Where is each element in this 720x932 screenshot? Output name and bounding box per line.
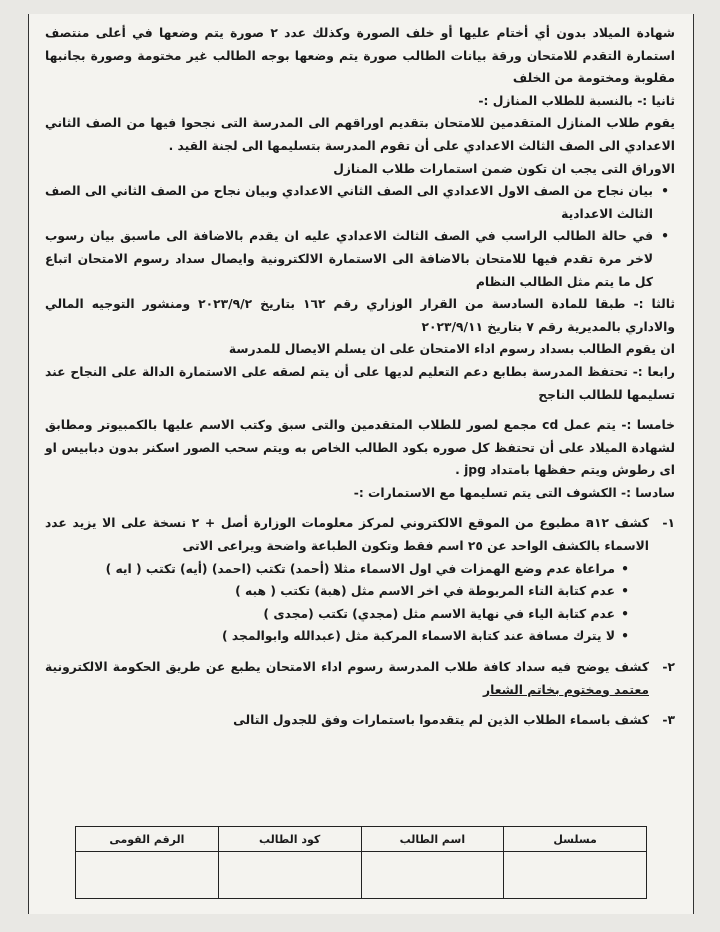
numbered-item-1	[45, 512, 675, 557]
table-header-row	[76, 827, 647, 852]
section-four-paragraph: رابعا :- تحتفظ المدرسة بطابع دعم التعليم لديها على أن يتم لصقه على الاستمارة الدالة على النجاح عند تسليمها للطالب الناجح	[45, 364, 675, 402]
students-table-wrapper	[75, 826, 647, 899]
document-page	[28, 14, 694, 914]
col-student-name: اسم الطالب	[361, 827, 504, 852]
item-text: كشف a١٢ مطبوع من الموقع الالكتروني لمركز معلومات الوزارة أصل + ٢ نسخة على الا يزيد عدد الاسماء بالكشف الواحد عن ٢٥ اسم فقط وتكون الطباعة واضحة ويراعى الاتى	[45, 516, 649, 554]
required-papers-list	[45, 180, 675, 293]
fees-paragraph: ان يقوم الطالب بسداد رسوم اداء الامتحان على ان يسلم الايصال للمدرسة	[228, 342, 675, 357]
required-papers-line: الاوراق التى يجب ان تكون ضمن استمارات طلاب المنازل	[333, 161, 675, 176]
list-item: • بيان نجاح من الصف الاول الاعدادي الى الصف الثاني الاعدادي وبيان نجاح من الصف الثاني الى الصف الثالث الاعدادية	[45, 180, 653, 225]
table-cell	[218, 852, 361, 899]
section-six-heading: سادسا :- الكشوف التى يتم تسليمها مع الاستمارات :-	[353, 485, 675, 500]
col-student-code: كود الطالب	[218, 827, 361, 852]
item-text-main: كشف يوضح فيه سداد كافة طلاب المدرسة رسوم اداء الامتحان يطبع عن طريق الحكومة الالكترونية	[45, 660, 649, 675]
table-row	[76, 852, 647, 899]
section-two-heading: ثانيا :- بالنسبة للطلاب المنازل :-	[478, 93, 675, 108]
document-body	[29, 14, 693, 732]
underlined-text: معتمد ومختوم بخاتم الشعار	[483, 682, 649, 697]
list-item: • عدم كتابة التاء المربوطة في اخر الاسم مثل (هبة) تكتب ( هبه )	[45, 580, 615, 603]
list-item: • عدم كتابة الياء في نهاية الاسم مثل (مجدي) تكتب (مجدى )	[45, 603, 615, 626]
numbered-item-3	[45, 709, 675, 732]
numbered-item-2	[45, 656, 675, 701]
students-table	[75, 826, 647, 899]
col-serial: مسلسل	[504, 827, 647, 852]
list-item: • لا يترك مسافة عند كتابة الاسماء المركبة مثل (عبدالله وابوالمجد )	[45, 625, 615, 648]
item-number: ٢-	[662, 660, 675, 675]
col-national-id: الرقم القومى	[76, 827, 219, 852]
section-five-paragraph: خامسا :- يتم عمل cd مجمع لصور للطلاب المتقدمين والتى سبق وكتب الاسم عليها بالكمبيوتر ومطابق لشهادة الميلاد على أن تحتفظ كل صوره بكود الطالب الخاص به ويتم سحب الصور اسكنر بدون دبابيس او اى رطوش ويتم حفظها بامتداد jpg .	[45, 418, 675, 478]
list-item: • مراعاة عدم وضع الهمزات في اول الاسماء مثلا (أحمد) تكتب (احمد) (أيه) تكتب ( ايه )	[45, 558, 615, 581]
item-number: ١-	[662, 516, 675, 531]
birth-certificate-paragraph: شهادة الميلاد بدون أي أختام عليها أو خلف الصورة وكذلك عدد ٢ صورة يتم وضعها في أعلى منتصف استمارة التقدم للامتحان ورقة بيانات الطالب صورة يتم وضعها بوجه الطالب غير مختومة وصورة بجانبها مقلوبة ومختومة من الخلف	[45, 26, 675, 86]
table-cell	[504, 852, 647, 899]
naming-rules-list	[45, 558, 675, 648]
item-number: ٣-	[662, 713, 675, 728]
list-item: • في حالة الطالب الراسب في الصف الثالث الاعدادي عليه ان يقدم بالاضافة الى ماسبق بيان رسوب لاخر مرة تقدم فيها للامتحان بالاضافة الى الاستمارة الالكترونية وايصال سداد رسوم الامتحان اتباع كل ما يتم مثل الطالب النظام	[45, 225, 653, 293]
section-three-heading: ثالثا :- طبقا للمادة السادسة من القرار الوزاري رقم ١٦٢ بتاريخ ٢٠٢٣/٩/٢ ومنشور التوجيه المالي والاداري بالمديرية رقم ٧ بتاريخ ٢٠٢٣/٩/١١	[45, 297, 675, 334]
home-students-paragraph: يقوم طلاب المنازل المتقدمين للامتحان بتقديم اوراقهم الى المدرسة التى نجحوا فيها من الصف الثاني الاعدادي الى الصف الثالث الاعدادي على أن تقوم المدرسة بتسليمها الى لجنة القيد .	[45, 116, 675, 153]
table-cell	[361, 852, 504, 899]
item-text: كشف باسماء الطلاب الذين لم يتقدموا باستمارات وفق للجدول التالى	[233, 713, 649, 728]
item-text	[45, 656, 649, 701]
table-cell	[76, 852, 219, 899]
